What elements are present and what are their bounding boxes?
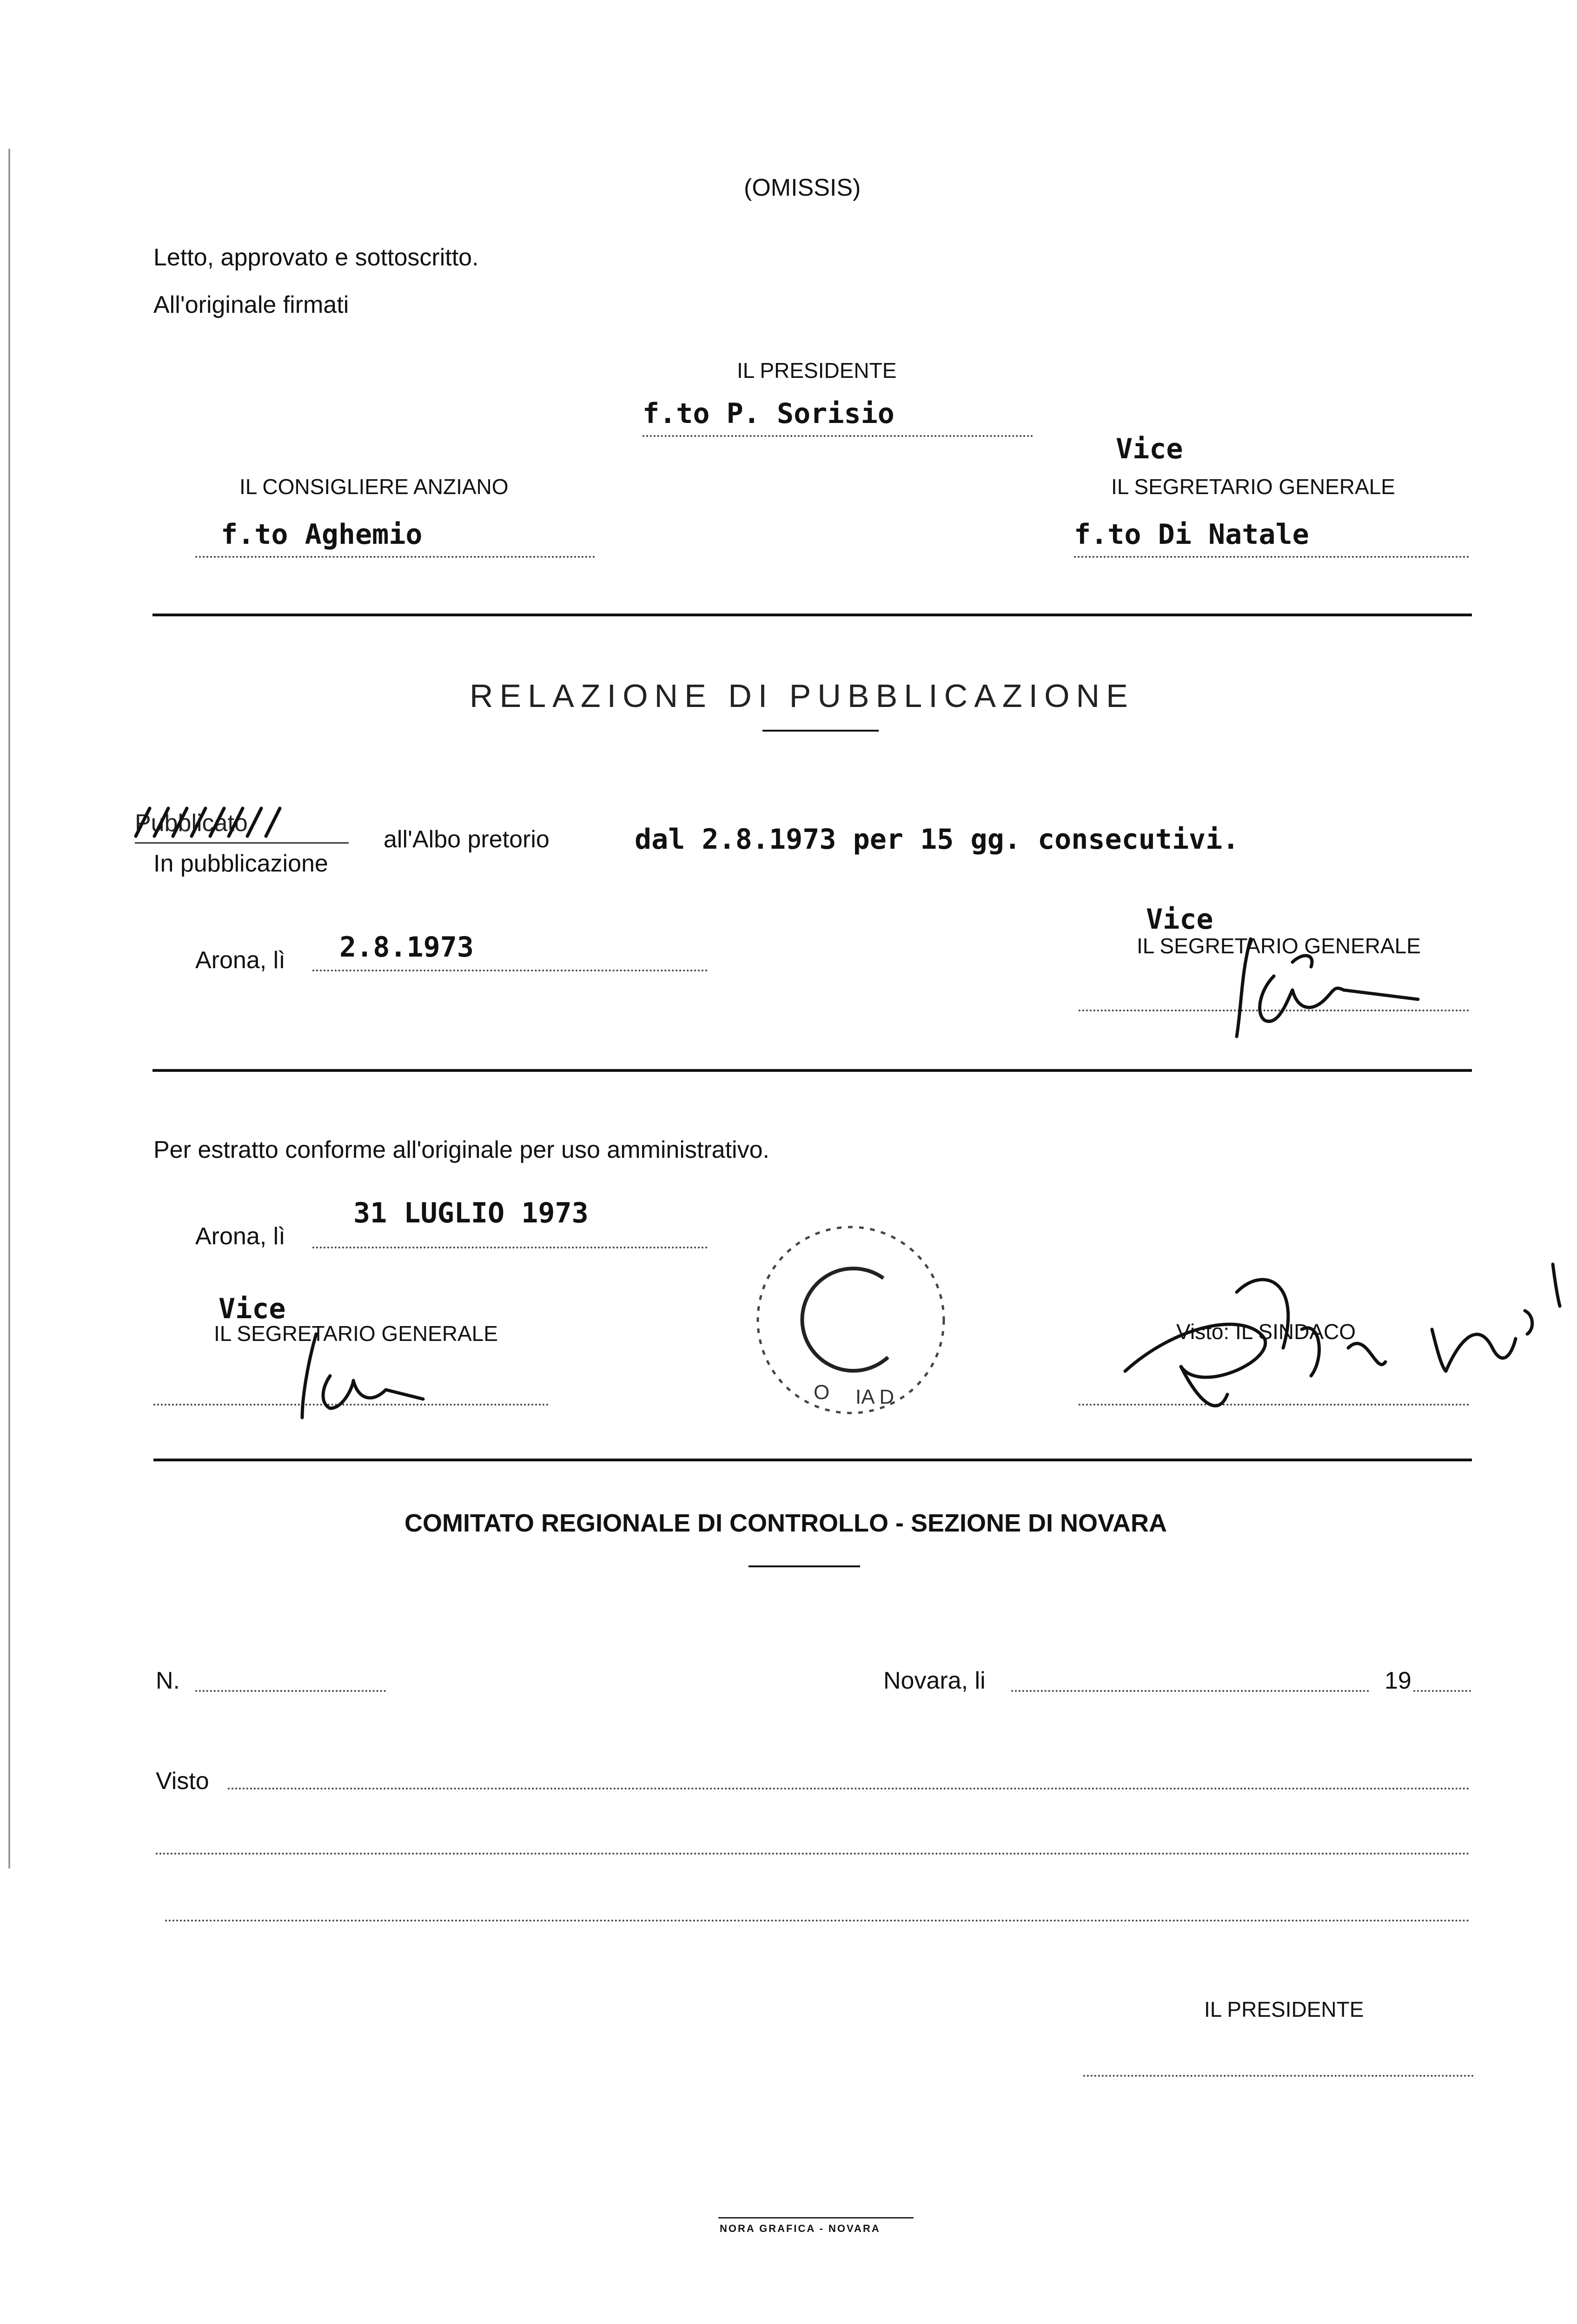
approval-line-1: Letto, approvato e sottoscritto. bbox=[153, 244, 479, 271]
president-label: IL PRESIDENTE bbox=[737, 358, 897, 383]
publication-date-line bbox=[312, 970, 708, 971]
stamp-text-2: O bbox=[814, 1381, 830, 1404]
committee-date-line bbox=[1011, 1690, 1369, 1692]
president-signature-line bbox=[643, 435, 1033, 437]
publication-date: 2.8.1973 bbox=[339, 931, 474, 964]
official-stamp bbox=[744, 1213, 958, 1427]
struck-pubblicato bbox=[135, 811, 248, 835]
committee-title: COMITATO REGIONALE DI CONTROLLO - SEZIONE DI NOVARA bbox=[404, 1509, 1167, 1537]
committee-visto-line-2 bbox=[156, 1853, 1470, 1855]
extract-statement: Per estratto conforme all'originale per uso amministrativo. bbox=[153, 1136, 769, 1163]
secretary-vice-label: Vice bbox=[1116, 433, 1183, 465]
struck-pubblicato-text: Pubblicato bbox=[135, 810, 248, 837]
in-pubblicazione-label: In pubblicazione bbox=[153, 850, 328, 877]
publication-secretary-signature bbox=[1223, 934, 1432, 1041]
section-divider-1 bbox=[152, 614, 1472, 616]
omissis-label: (OMISSIS) bbox=[744, 174, 861, 201]
stamp-text-1: IA D bbox=[855, 1386, 895, 1408]
secretary-signature-line bbox=[1074, 556, 1469, 558]
committee-president-signature-line bbox=[1083, 2075, 1474, 2077]
pubblicato-underline bbox=[135, 842, 349, 844]
strikeout-marks bbox=[131, 804, 350, 841]
approval-line-2: All'originale firmati bbox=[153, 291, 349, 318]
section-divider-3 bbox=[153, 1459, 1472, 1461]
committee-visto-line-1 bbox=[228, 1788, 1470, 1789]
committee-visto-line-3 bbox=[165, 1920, 1470, 1921]
mayor-label: Visto: IL SINDACO bbox=[1176, 1320, 1356, 1344]
secretary-name: f.to Di Natale bbox=[1074, 518, 1309, 551]
committee-novara-label: Novara, li bbox=[883, 1667, 986, 1694]
committee-year-line bbox=[1413, 1690, 1471, 1692]
extract-date-line bbox=[312, 1247, 708, 1248]
albo-pretorio-label: all'Albo pretorio bbox=[384, 826, 550, 853]
president-name: f.to P. Sorisio bbox=[643, 397, 895, 430]
extract-place-label: Arona, lì bbox=[195, 1223, 285, 1250]
extract-date: 31 LUGLIO 1973 bbox=[353, 1197, 589, 1229]
page-edge-line bbox=[8, 149, 10, 1868]
section-divider-2 bbox=[152, 1069, 1472, 1072]
extract-vice-label: Vice bbox=[219, 1293, 286, 1325]
committee-n-line bbox=[195, 1690, 386, 1692]
committee-n-label: N. bbox=[156, 1667, 180, 1694]
publication-title: RELAZIONE DI PUBBLICAZIONE bbox=[470, 678, 1134, 714]
councillor-label: IL CONSIGLIERE ANZIANO bbox=[239, 475, 509, 499]
committee-president-label: IL PRESIDENTE bbox=[1204, 1997, 1364, 2021]
extract-secretary-label: IL SEGRETARIO GENERALE bbox=[214, 1321, 498, 1346]
committee-title-underline bbox=[749, 1565, 860, 1567]
publication-period: dal 2.8.1973 per 15 gg. consecutivi. bbox=[635, 823, 1239, 856]
publication-secretary-label: IL SEGRETARIO GENERALE bbox=[1137, 934, 1421, 958]
councillor-signature-line bbox=[195, 556, 595, 558]
printer-imprint: NORA GRAFICA - NOVARA bbox=[720, 2223, 881, 2234]
secretary-label: IL SEGRETARIO GENERALE bbox=[1111, 475, 1395, 499]
printer-rule bbox=[718, 2217, 914, 2218]
publication-place-label: Arona, lì bbox=[195, 947, 285, 974]
publication-title-underline bbox=[762, 730, 879, 732]
publication-vice-label: Vice bbox=[1146, 903, 1213, 936]
mayor-signature bbox=[1107, 1255, 1562, 1418]
councillor-name: f.to Aghemio bbox=[221, 518, 423, 551]
extract-secretary-signature bbox=[293, 1329, 432, 1422]
committee-year-prefix: 19 bbox=[1385, 1667, 1411, 1694]
committee-visto-label: Visto bbox=[156, 1768, 209, 1795]
